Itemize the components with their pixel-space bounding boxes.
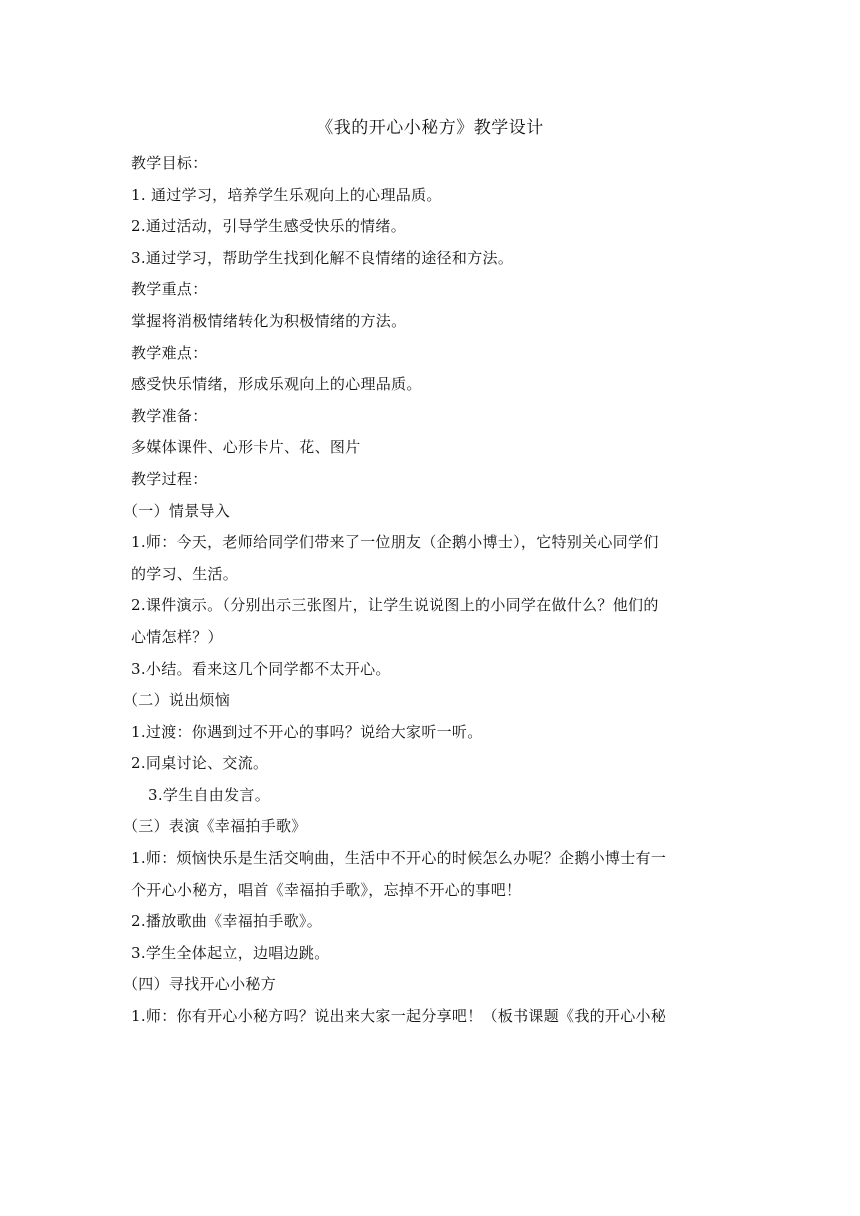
- section-2-step-1: 1.过渡：你遇到过不开心的事吗？说给大家听一听。: [131, 722, 483, 741]
- section-3-step-2: 2.播放歌曲《幸福拍手歌》。: [131, 912, 323, 931]
- section-2-heading: （二）说出烦恼: [123, 691, 231, 710]
- section-3-step-1b: 个开心小秘方，唱首《幸福拍手歌》，忘掉不开心的事吧！: [131, 880, 522, 899]
- section-2-step-3: 3.学生自由发言。: [148, 785, 271, 804]
- heading-key-points: 教学重点：: [131, 280, 208, 299]
- section-1-step-1b: 的学习、生活。: [131, 564, 239, 583]
- section-2-step-2: 2.同桌讨论、交流。: [131, 754, 269, 773]
- section-1-step-1a: 1.师：今天，老师给同学们带来了一位朋友（企鹅小博士），它特别关心同学们: [131, 533, 659, 552]
- heading-difficulties: 教学难点：: [131, 343, 208, 362]
- section-1-step-3: 3.小结。看来这几个同学都不太开心。: [131, 659, 391, 678]
- section-1-step-2a: 2.课件演示。（分别出示三张图片，让学生说说图上的小同学在做什么？他们的: [131, 596, 659, 615]
- section-1-step-2b: 心情怎样？）: [131, 627, 223, 646]
- section-3-heading: （三）表演《幸福拍手歌》: [123, 817, 307, 836]
- heading-preparation: 教学准备：: [131, 406, 208, 425]
- heading-objectives: 教学目标：: [131, 154, 208, 172]
- section-4-step-1: 1.师：你有开心小秘方吗？说出来大家一起分享吧！（板书课题《我的开心小秘: [131, 1007, 667, 1026]
- section-4-heading: （四）寻找开心小秘方: [123, 975, 277, 994]
- document-body: [123, 153, 736, 1038]
- section-3-step-3: 3.学生全体起立，边唱边跳。: [131, 943, 330, 962]
- key-point-text: 掌握将消极情绪转化为积极情绪的方法。: [131, 311, 407, 330]
- difficulty-text: 感受快乐情绪，形成乐观向上的心理品质。: [131, 375, 422, 394]
- preparation-text: 多媒体课件、心形卡片、花、图片: [131, 438, 361, 457]
- objective-3: 3.通过学习，帮助学生找到化解不良情绪的途径和方法。: [131, 248, 514, 267]
- section-3-step-1a: 1.师：烦恼快乐是生活交响曲，生活中不开心的时候怎么办呢？企鹅小博士有一: [131, 849, 667, 868]
- objective-2: 2.通过活动，引导学生感受快乐的情绪。: [131, 217, 407, 236]
- section-1-heading: （一）情景导入: [123, 501, 231, 520]
- document-title: 《我的开心小秘方》教学设计: [316, 118, 544, 138]
- objective-1: 1. 通过学习，培养学生乐观向上的心理品质。: [131, 185, 442, 204]
- heading-process: 教学过程：: [131, 469, 208, 488]
